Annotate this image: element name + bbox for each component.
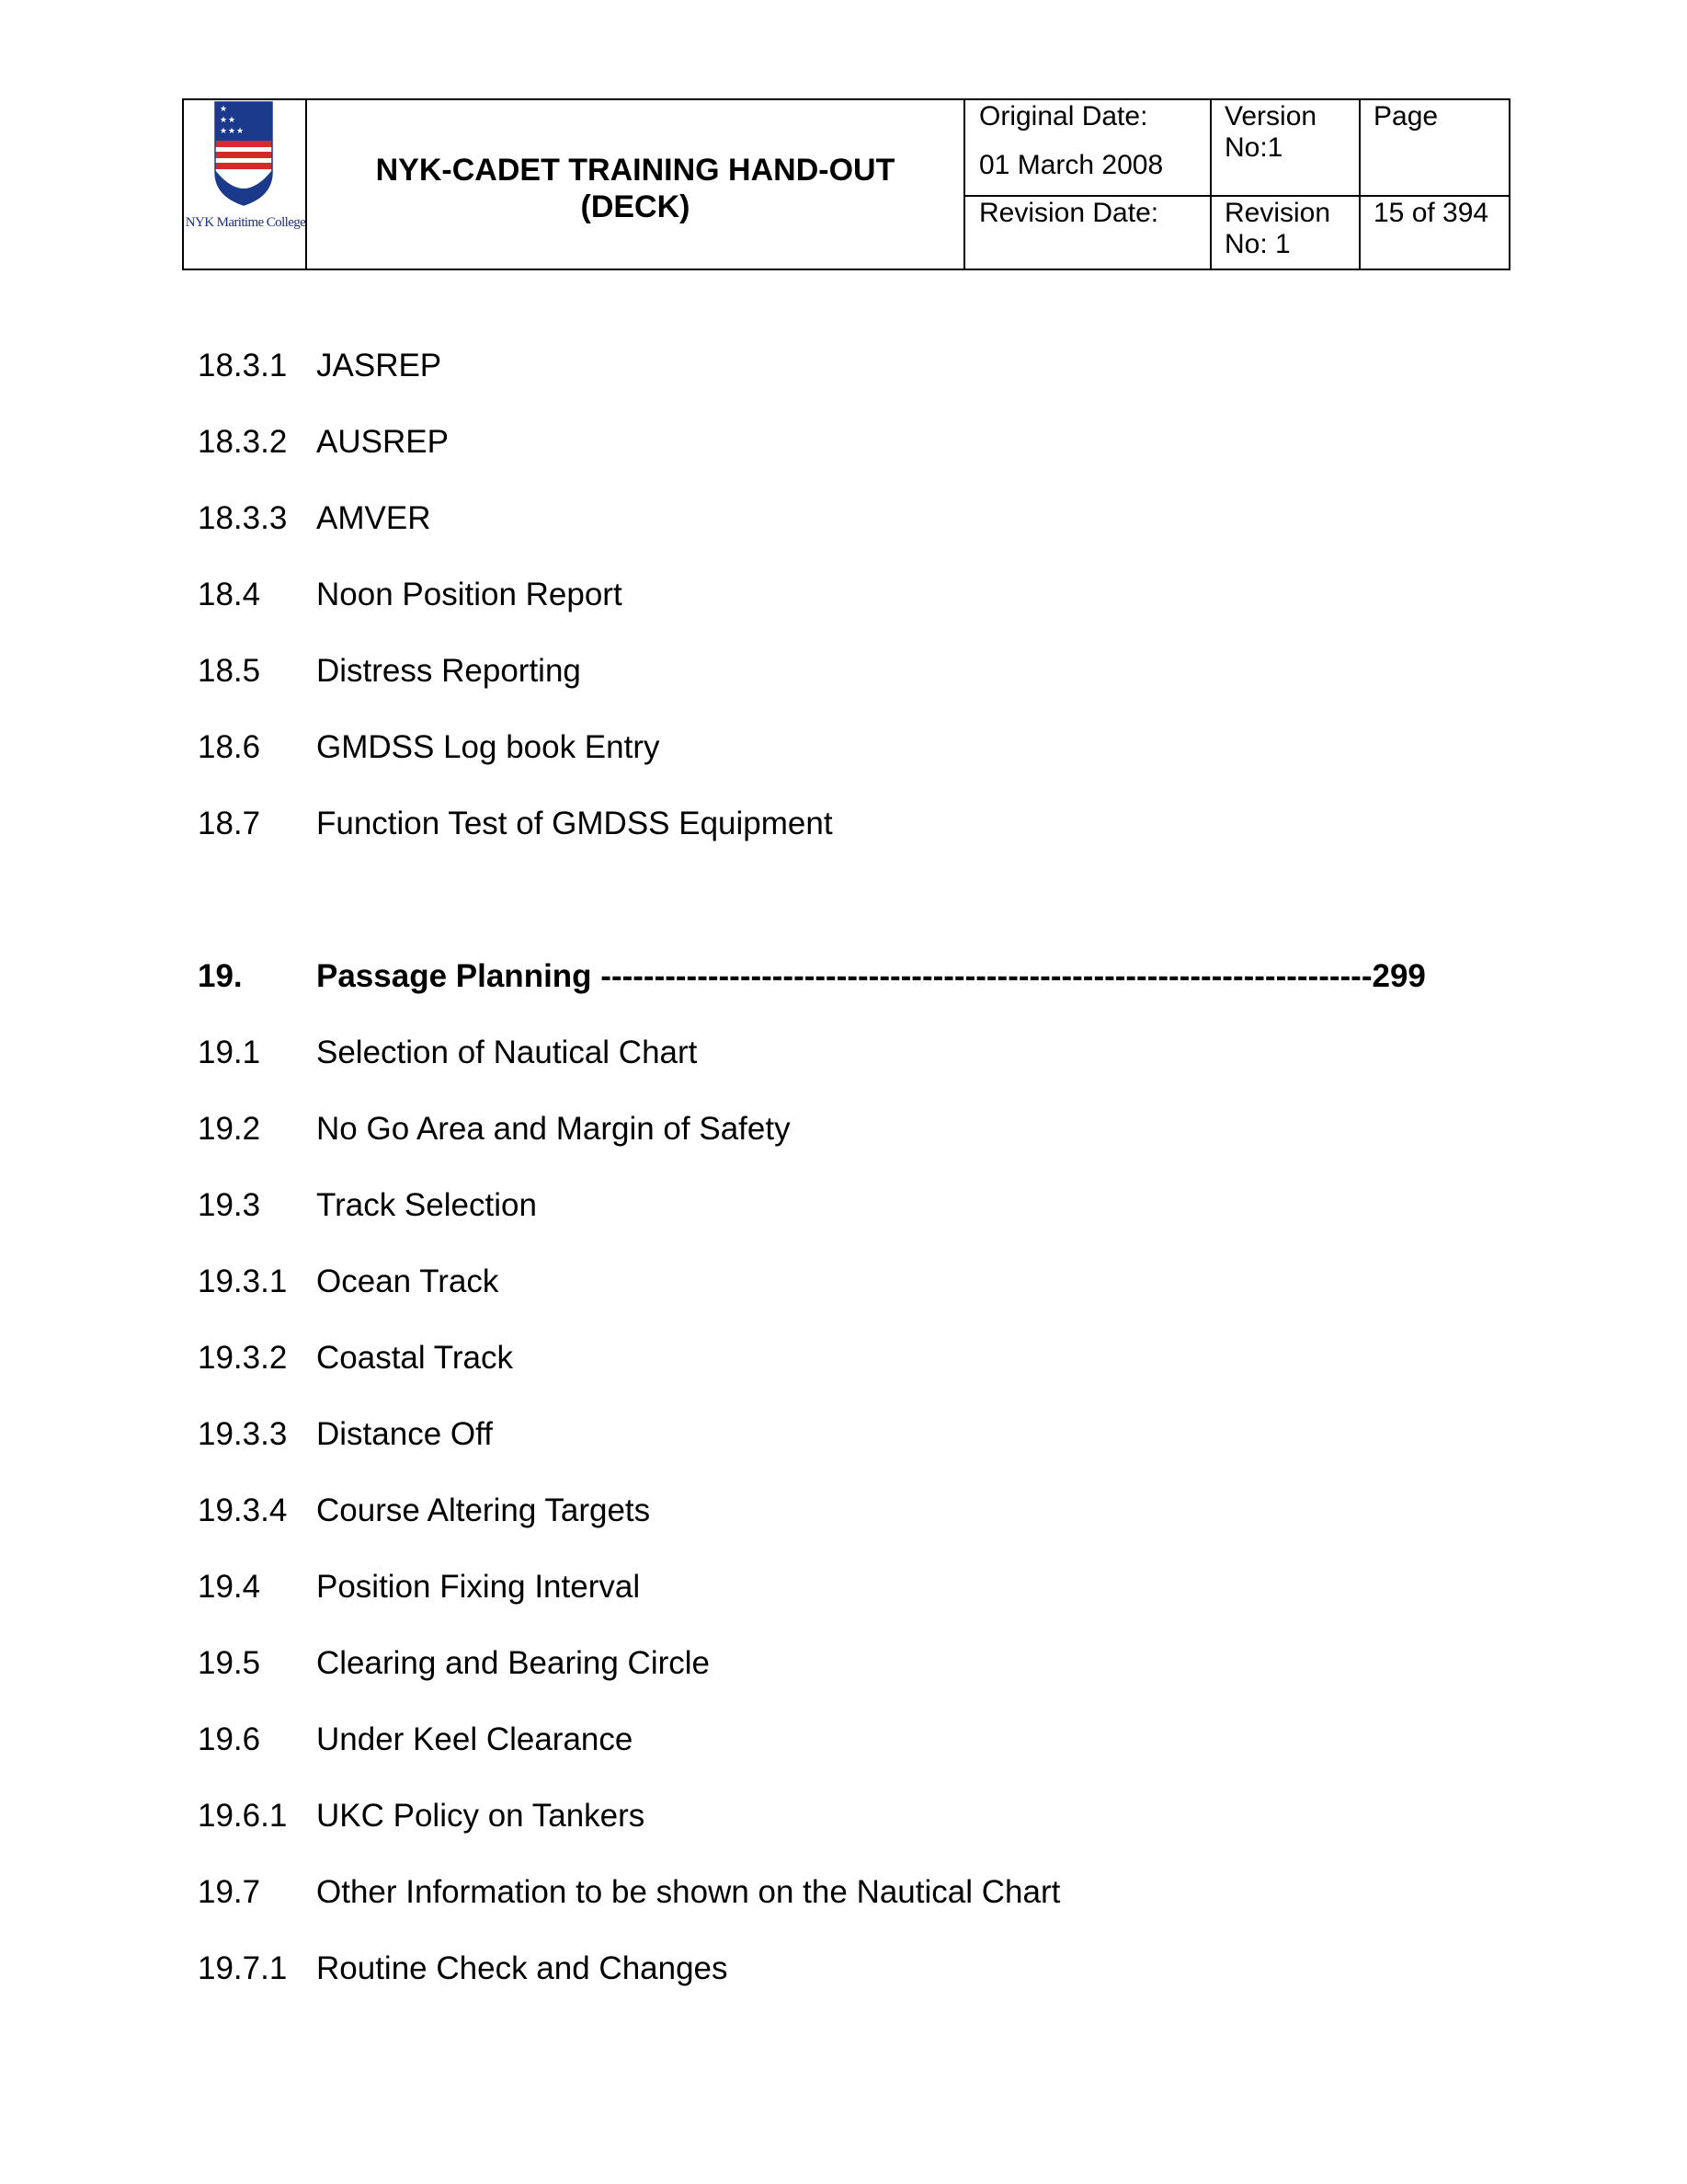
toc-entry-number: 19.2 bbox=[198, 1111, 261, 1147]
toc-chapter-title: Passage Planning bbox=[316, 958, 592, 994]
toc-entry-title: Noon Position Report bbox=[316, 577, 622, 612]
version-label: Version bbox=[1225, 101, 1317, 131]
revision-date-label: Revision Date: bbox=[979, 198, 1159, 228]
version-number: No:1 bbox=[1225, 132, 1283, 163]
original-date-label: Original Date: bbox=[979, 101, 1148, 131]
toc-entry-title: Position Fixing Interval bbox=[316, 1569, 641, 1605]
svg-text:★: ★ bbox=[220, 116, 228, 125]
svg-text:★: ★ bbox=[236, 127, 245, 136]
toc-entry-title: AMVER bbox=[316, 500, 431, 536]
toc-entry-title: Distance Off bbox=[316, 1416, 493, 1452]
toc-entry-title: Coastal Track bbox=[316, 1340, 513, 1376]
toc-entry-title: AUSREP bbox=[316, 424, 449, 460]
page-number-cell bbox=[1360, 196, 1510, 269]
title-line-1: NYK-CADET TRAINING HAND-OUT bbox=[375, 152, 895, 188]
toc-entry-number: 19.4 bbox=[198, 1569, 261, 1605]
toc-entry-number: 19.3.1 bbox=[198, 1264, 288, 1299]
toc-entry-number: 19.3.2 bbox=[198, 1340, 288, 1376]
revision-number: No: 1 bbox=[1225, 229, 1291, 259]
toc-entry-number: 18.4 bbox=[198, 577, 261, 612]
toc-entry-number: 18.6 bbox=[198, 729, 261, 765]
page-label-cell bbox=[1360, 99, 1510, 196]
toc-entry-title: Other Information to be shown on the Nautical Chart bbox=[316, 1874, 1061, 1910]
toc-entry-number: 19.1 bbox=[198, 1035, 261, 1070]
toc-entry-title: Routine Check and Changes bbox=[316, 1950, 728, 1986]
toc-entry-title: Function Test of GMDSS Equipment bbox=[316, 806, 833, 841]
page-number: 15 of 394 bbox=[1374, 198, 1489, 228]
toc-entry-title: GMDSS Log book Entry bbox=[316, 729, 660, 765]
toc-entry-title: Distress Reporting bbox=[316, 653, 581, 689]
toc-entry-title: Ocean Track bbox=[316, 1264, 499, 1299]
logo-cell bbox=[183, 99, 306, 269]
toc-entry-title: JASREP bbox=[316, 348, 442, 383]
toc-entry-number: 19.6.1 bbox=[198, 1798, 288, 1834]
original-date-cell bbox=[964, 99, 1211, 196]
revision-label: Revision bbox=[1225, 198, 1331, 228]
toc-entry-title: No Go Area and Margin of Safety bbox=[316, 1111, 791, 1147]
toc-entry-number: 19.7 bbox=[198, 1874, 261, 1910]
revision-number-cell bbox=[1211, 196, 1360, 269]
toc-entry-title: Clearing and Bearing Circle bbox=[316, 1645, 710, 1681]
toc-entry-title: Track Selection bbox=[316, 1187, 537, 1223]
toc-entry-number: 18.3.3 bbox=[198, 500, 288, 536]
svg-text:★: ★ bbox=[220, 127, 228, 136]
toc-entry-title: Course Altering Targets bbox=[316, 1492, 651, 1528]
page-label: Page bbox=[1374, 101, 1439, 131]
original-date-value: 01 March 2008 bbox=[979, 150, 1164, 180]
toc-chapter-number: 19. bbox=[198, 958, 243, 994]
toc-entry-number: 18.5 bbox=[198, 653, 261, 689]
logo-caption: NYK Maritime College bbox=[185, 215, 306, 230]
revision-date-cell bbox=[964, 196, 1211, 269]
svg-text:★: ★ bbox=[228, 127, 236, 136]
toc-entry-title: Selection of Nautical Chart bbox=[316, 1035, 698, 1070]
toc-chapter-page: 299 bbox=[1372, 958, 1426, 994]
shield-logo-icon bbox=[184, 100, 305, 220]
nyk-maritime-college-logo bbox=[184, 100, 305, 272]
toc-entry-number: 18.3.2 bbox=[198, 424, 288, 460]
toc-entry-number: 18.7 bbox=[198, 806, 261, 841]
version-cell bbox=[1211, 99, 1360, 196]
toc-entry-number: 19.5 bbox=[198, 1645, 261, 1681]
toc-dot-leader: ------------------------------------------------------------------------ bbox=[600, 958, 1373, 994]
toc-entry-number: 19.3.4 bbox=[198, 1492, 288, 1528]
svg-text:★: ★ bbox=[220, 105, 228, 114]
toc-entry-title: UKC Policy on Tankers bbox=[316, 1798, 645, 1834]
toc-entry-title: Under Keel Clearance bbox=[316, 1721, 633, 1757]
svg-text:★: ★ bbox=[228, 116, 236, 125]
document-header bbox=[182, 98, 1510, 270]
toc-entry-number: 19.3 bbox=[198, 1187, 261, 1223]
toc-entry-number: 18.3.1 bbox=[198, 348, 288, 383]
toc-entry-number: 19.7.1 bbox=[198, 1950, 288, 1986]
document-title bbox=[306, 99, 964, 269]
toc-chapter-title-line bbox=[316, 956, 1426, 997]
toc-entry-number: 19.3.3 bbox=[198, 1416, 288, 1452]
title-line-2: (DECK) bbox=[580, 189, 690, 224]
toc-entry-number: 19.6 bbox=[198, 1721, 261, 1757]
